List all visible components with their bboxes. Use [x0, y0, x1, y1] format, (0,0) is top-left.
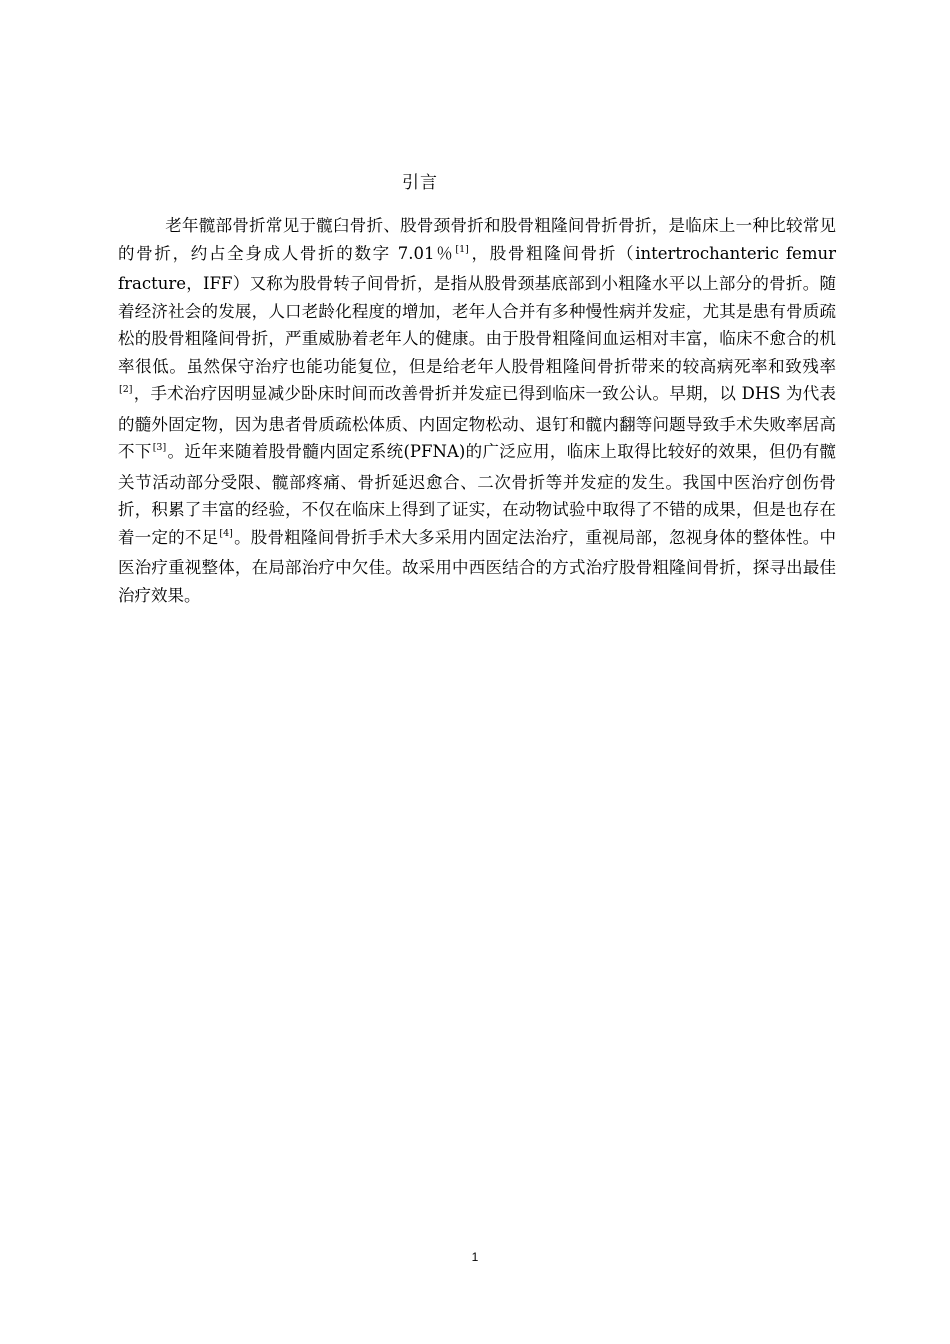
- introduction-paragraph: [118, 212, 836, 609]
- citation-marker[interactable]: [4]: [219, 527, 233, 539]
- citation-marker[interactable]: [3]: [152, 442, 167, 453]
- page-number: 1: [471, 1250, 479, 1264]
- paragraph-text-segment: ，手术治疗因明显减少卧床时间而改善骨折并发症已得到临床一致公认。早期，以 DHS 为代表的髓外固定物，因为患者骨质疏松体质、内固定物松动、退钉和髋内翻等问题导致手术失败率居高不下: [118, 384, 836, 461]
- paragraph-text-segment: 老年髋部骨折常见于髋臼骨折、股骨颈骨折和股骨粗隆间骨折骨折，是临床上一种比较常见的骨折，约占全身成人骨折的数字 7.01％: [118, 216, 836, 263]
- section-title: 引言: [402, 173, 438, 193]
- citation-marker[interactable]: [1]: [455, 243, 469, 255]
- citation-marker[interactable]: [2]: [119, 384, 133, 395]
- paragraph-text-segment: 。近年来随着股骨髓内固定系统(PFNA)的广泛应用，临床上取得比较好的效果，但仍有髋关节活动部分受限、髋部疼痛、骨折延迟愈合、二次骨折等并发症的发生。我国中医治疗创伤骨折，积累了丰富的经验，不仅在临床上得到了证实，在动物试验中取得了不错的成果，但是也存在着一定的不足: [118, 442, 837, 547]
- paragraph-text-segment: ，股骨粗隆间骨折（intertrochanteric femur fracture，IFF）又称为股骨转子间骨折，是指从股骨颈基底部到小粗隆水平以上部分的骨折。随着经济社会的发展，人口老龄化程度的增加，老年人合并有多种慢性病并发症，尤其是患有骨质疏松的股骨粗隆间骨折，严重威胁着老年人的健康。由于股骨粗隆间血运相对丰富，临床不愈合的机率很低。虽然保守治疗也能功能复位，但是给老年人股骨粗隆间骨折带来的较高病死率和致残率: [118, 243, 836, 376]
- paragraph-text-segment: 。股骨粗隆间骨折手术大多采用内固定法治疗，重视局部，忽视身体的整体性。中医治疗重视整体，在局部治疗中欠佳。故采用中西医结合的方式治疗股骨粗隆间骨折，探寻出最佳治疗效果。: [118, 527, 837, 605]
